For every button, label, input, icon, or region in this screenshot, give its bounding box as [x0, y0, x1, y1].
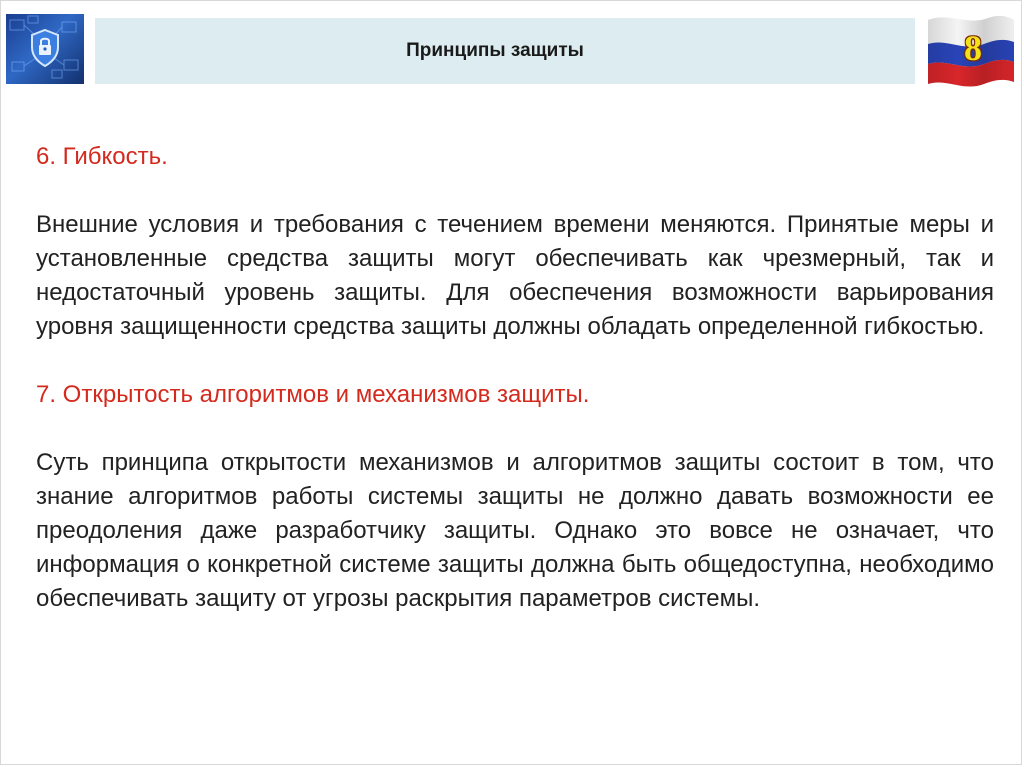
security-shield-icon [6, 14, 84, 84]
section-heading: 6. Гибкость. [36, 143, 168, 170]
spacer [36, 344, 994, 378]
header-bar [95, 18, 915, 84]
page-title: Принципы защиты [406, 40, 584, 61]
section-body: Внешние условия и требования с течением времени меняются. Принятые меры и установленные средства защиты могут обеспечивать как чрезмерный, так и недостаточный уровень защиты. Для обеспечения возможности варьирования уровня защищенности средства защиты должны обладать определенной гибкостью. [36, 211, 994, 340]
section-heading: 7. Открытость алгоритмов и механизмов защиты. [36, 381, 590, 408]
spacer [36, 174, 994, 208]
spacer [36, 412, 994, 446]
page-number: 8 [964, 28, 982, 68]
slide-content [36, 140, 994, 616]
section-body: Суть принципа открытости механизмов и алгоритмов защиты состоит в том, что знание алгоритмов работы системы защиты не должно давать возможности ее преодоления даже разработчику защиты. Однако это вовсе не означает, что информация о конкретной системе защиты должна быть общедоступна, необходимо обеспечивать защиту от угрозы раскрытия параметров системы. [36, 449, 994, 612]
